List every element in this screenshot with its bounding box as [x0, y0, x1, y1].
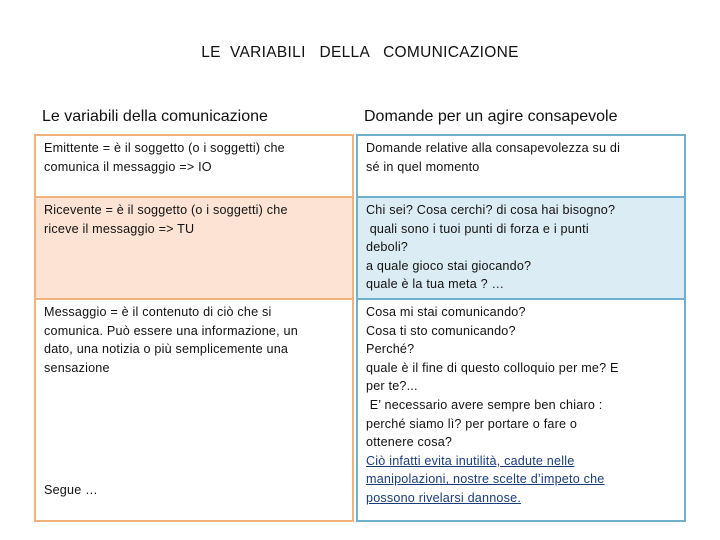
- text-line: comunica. Può essere una informazione, un: [44, 323, 298, 338]
- cell-messaggio-questions: [356, 300, 686, 522]
- text-line: Cosa mi stai comunicando?: [366, 305, 526, 319]
- cell-emittente-questions: [356, 136, 686, 198]
- text-line: sensazione: [44, 360, 110, 375]
- continues-note: Segue …: [44, 483, 98, 498]
- text-line: dato, una notizia o più semplicemente una: [44, 342, 289, 357]
- text-line: Perché?: [366, 342, 415, 357]
- variables-table: [34, 100, 686, 522]
- text-line: ottenere cosa?: [366, 435, 453, 450]
- text-line: sé in quel momento: [366, 159, 480, 174]
- text-line: quale è il fine di questo colloquio per me? E: [366, 360, 619, 375]
- link-line[interactable]: Ciò infatti evita inutilità, cadute nelle: [366, 453, 575, 468]
- text-line: quali sono i tuoi punti di forza e i punti: [366, 221, 589, 236]
- text-line: deboli?: [366, 240, 409, 255]
- text-line: Ricevente = è il soggetto (o i soggetti) che: [44, 203, 288, 217]
- slide-title: LE VARIABILI DELLA COMUNICAZIONE: [201, 44, 519, 61]
- text-line: riceve il messaggio => TU: [44, 221, 195, 236]
- text-line: Messaggio = è il contenuto di ciò che si: [44, 305, 272, 319]
- cell-ricevente: [34, 198, 354, 300]
- cell-ricevente-questions: [356, 198, 686, 300]
- cell-emittente: [34, 136, 354, 198]
- text-line: a quale gioco stai giocando?: [366, 258, 532, 273]
- text-line: quale è la tua meta ? …: [366, 277, 505, 292]
- text-line: comunica il messaggio => IO: [44, 159, 212, 174]
- text-line: E’ necessario avere sempre ben chiaro :: [366, 397, 603, 412]
- text-line: Chi sei? Cosa cerchi? di cosa hai bisogno?: [366, 203, 616, 217]
- text-line: Domande relative alla consapevolezza su di: [366, 141, 621, 155]
- link-line[interactable]: manipolazioni, nostre scelte d’impeto che: [366, 472, 605, 487]
- text-line: Emittente = è il soggetto (o i soggetti) che: [44, 141, 285, 155]
- header-questions: Domande per un agire consapevole: [356, 100, 686, 136]
- link-line[interactable]: possono rivelarsi dannose.: [366, 490, 522, 505]
- header-variables: Le variabili della comunicazione: [34, 100, 354, 136]
- text-line: Cosa ti sto comunicando?: [366, 323, 516, 338]
- text-line: perché siamo lì? per portare o fare o: [366, 416, 578, 431]
- text-line: per te?...: [366, 379, 418, 394]
- cell-messaggio: [34, 300, 354, 522]
